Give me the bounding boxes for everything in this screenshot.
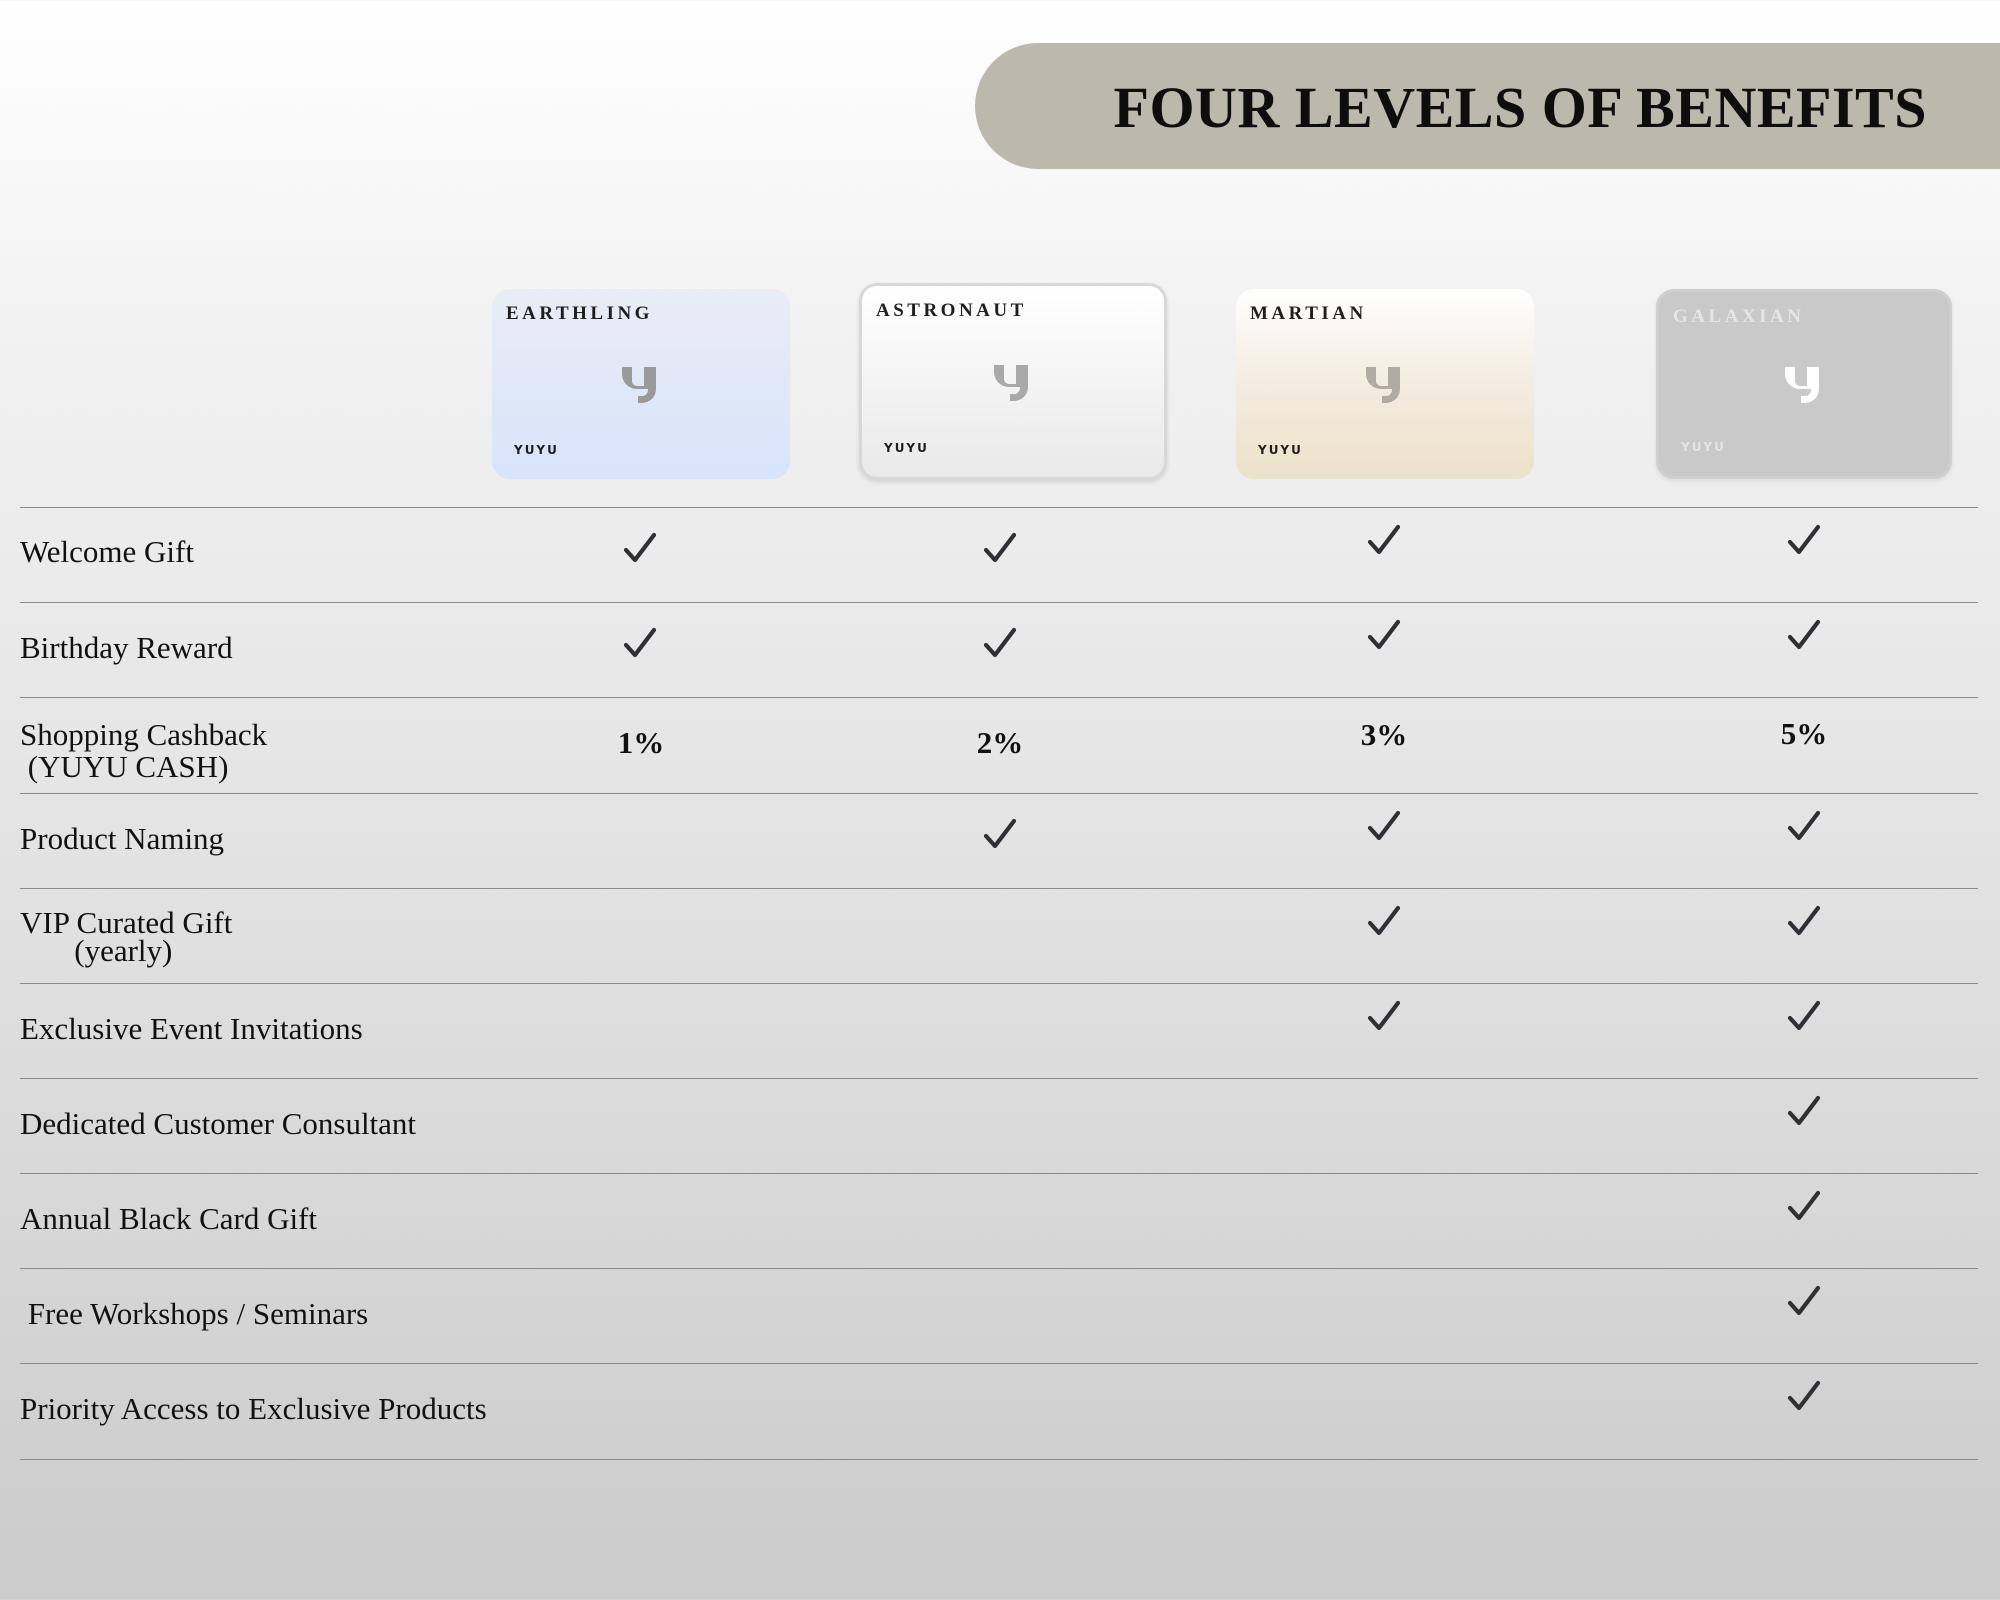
cashback-martian: 3% — [1360, 717, 1408, 752]
benefit-label-vip-curated-gift-sub: (yearly) — [20, 933, 173, 968]
card-tier-name: EARTHLING — [506, 303, 653, 324]
cashback-astronaut: 2% — [976, 725, 1024, 760]
card-astronaut — [859, 283, 1167, 480]
title-banner — [975, 43, 2000, 169]
table-divider — [20, 1363, 1978, 1364]
yuyu-logo-icon — [1362, 361, 1408, 407]
checkmark-icon — [1784, 807, 1824, 847]
card-martian — [1236, 289, 1534, 479]
table-divider — [20, 1173, 1978, 1174]
table-divider — [20, 1268, 1978, 1269]
cashback-galaxian: 5% — [1780, 716, 1828, 751]
table-divider — [20, 1078, 1978, 1079]
table-divider — [20, 507, 1978, 508]
benefit-label-product-naming: Product Naming — [20, 821, 225, 856]
card-tier-name: MARTIAN — [1250, 303, 1367, 324]
yuyu-logo-icon — [1781, 361, 1827, 407]
checkmark-icon — [980, 624, 1020, 664]
card-galaxian — [1656, 289, 1952, 479]
checkmark-icon — [1364, 997, 1404, 1037]
yuyu-logo-icon — [990, 359, 1036, 405]
checkmark-icon — [1784, 1377, 1824, 1417]
benefit-label-dedicated-consultant: Dedicated Customer Consultant — [20, 1106, 417, 1141]
checkmark-icon — [1784, 1187, 1824, 1227]
table-divider — [20, 602, 1978, 603]
cashback-earthling: 1% — [617, 725, 665, 760]
checkmark-icon — [1784, 521, 1824, 561]
yuyu-logo-icon — [618, 361, 664, 407]
benefit-label-free-workshops: Free Workshops / Seminars — [20, 1296, 369, 1331]
card-earthling — [492, 289, 790, 479]
table-divider — [20, 888, 1978, 889]
card-tier-name: GALAXIAN — [1673, 306, 1805, 327]
benefit-label-priority-access: Priority Access to Exclusive Products — [20, 1391, 487, 1426]
checkmark-icon — [980, 529, 1020, 569]
benefit-label-vip-curated-gift: VIP Curated Gift — [20, 905, 233, 940]
checkmark-icon — [1784, 1282, 1824, 1322]
benefit-label-shopping-cashback: Shopping Cashback — [20, 717, 268, 752]
page-title: FOUR LEVELS OF BENEFITS — [1113, 75, 1927, 140]
checkmark-icon — [1364, 521, 1404, 561]
table-divider — [20, 793, 1978, 794]
checkmark-icon — [620, 529, 660, 569]
checkmark-icon — [1784, 997, 1824, 1037]
card-brand: YUYU — [514, 443, 559, 457]
checkmark-icon — [1364, 902, 1404, 942]
checkmark-icon — [620, 624, 660, 664]
checkmark-icon — [1364, 807, 1404, 847]
table-divider — [20, 697, 1978, 698]
benefit-label-black-card-gift: Annual Black Card Gift — [20, 1201, 318, 1236]
benefit-label-shopping-cashback-sub: (YUYU CASH) — [20, 749, 229, 784]
checkmark-icon — [1364, 616, 1404, 656]
card-brand: YUYU — [884, 441, 929, 455]
checkmark-icon — [1784, 1092, 1824, 1132]
checkmark-icon — [1784, 616, 1824, 656]
benefit-label-welcome-gift: Welcome Gift — [20, 534, 194, 569]
card-brand: YUYU — [1681, 440, 1726, 454]
table-divider — [20, 1459, 1978, 1460]
card-brand: YUYU — [1258, 443, 1303, 457]
card-tier-name: ASTRONAUT — [876, 300, 1027, 321]
benefit-label-birthday-reward: Birthday Reward — [20, 630, 233, 665]
benefit-label-exclusive-events: Exclusive Event Invitations — [20, 1011, 363, 1046]
checkmark-icon — [1784, 902, 1824, 942]
checkmark-icon — [980, 815, 1020, 855]
table-divider — [20, 983, 1978, 984]
